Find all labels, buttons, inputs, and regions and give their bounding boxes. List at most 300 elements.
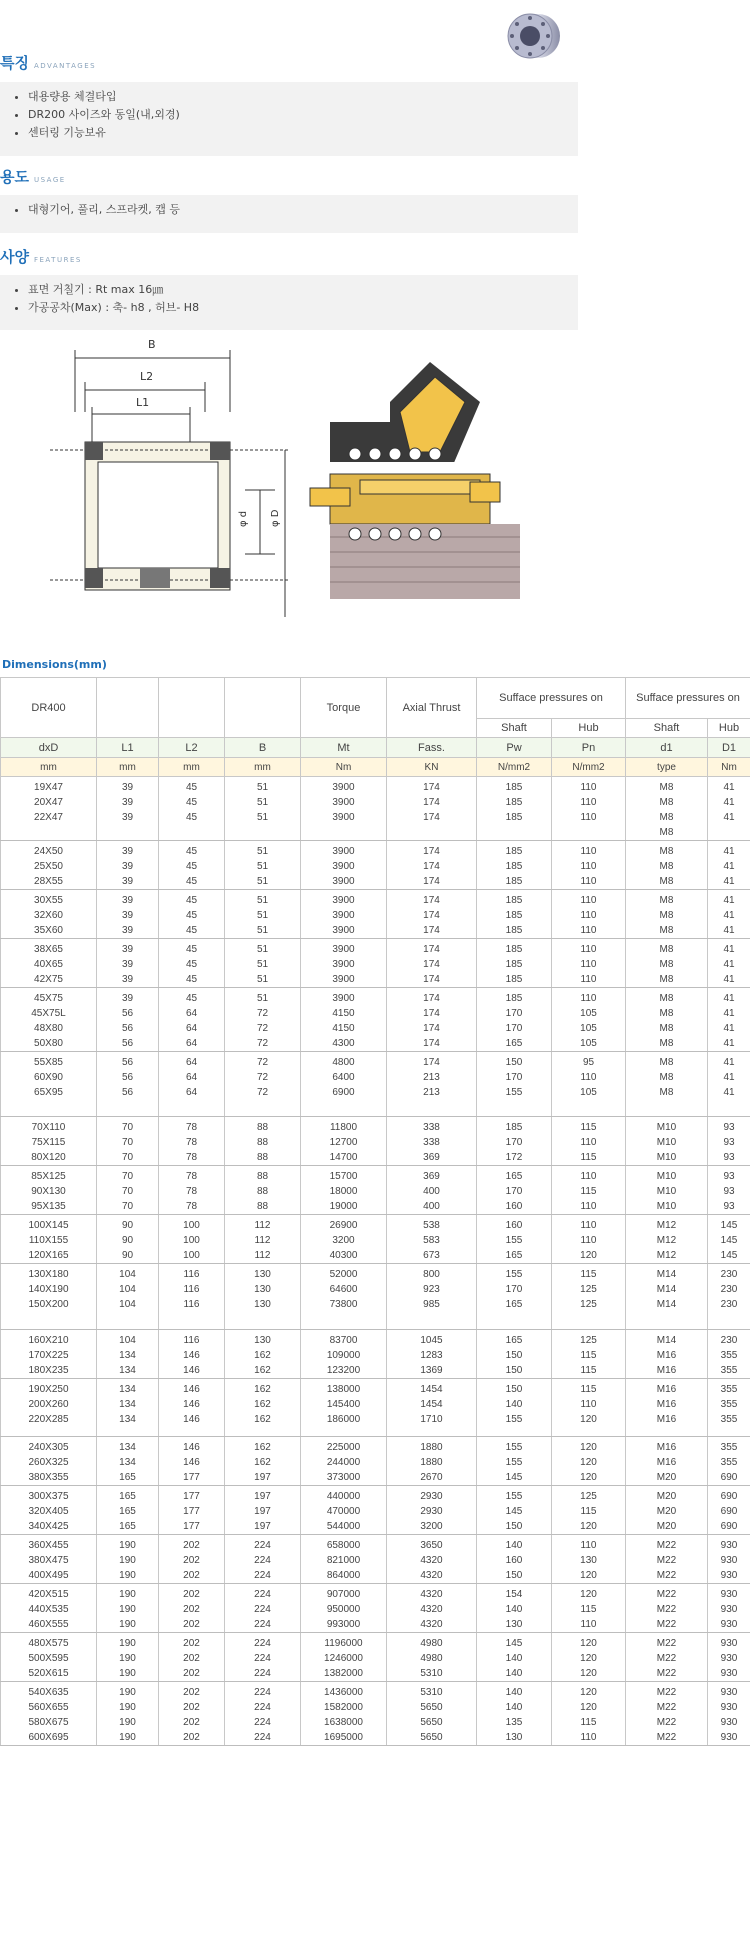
table-cell xyxy=(708,1535,750,1584)
cell-value: 3200 xyxy=(420,1521,443,1532)
table-row-group xyxy=(1,1330,750,1379)
cell-value: 4320 xyxy=(420,1570,443,1581)
cell-value: 1454 xyxy=(420,1384,443,1395)
cell-value: 83700 xyxy=(329,1335,358,1346)
cell-value: 110 xyxy=(580,895,597,906)
cell-value: M16 xyxy=(656,1442,677,1453)
cell-value: M8 xyxy=(659,1072,674,1083)
cell-value: 45 xyxy=(185,974,198,985)
header-axial: Axial Thrust xyxy=(387,678,477,738)
table-cell xyxy=(301,1486,387,1535)
table-cell xyxy=(626,988,708,1052)
cell-value: 690 xyxy=(720,1521,738,1532)
cell-value: 120 xyxy=(580,1570,597,1581)
table-cell xyxy=(225,1166,301,1215)
cell-value: 500X595 xyxy=(28,1653,69,1664)
symbol-cell: d1 xyxy=(626,738,708,758)
table-cell xyxy=(225,1437,301,1486)
cell-value: 110 xyxy=(580,925,597,936)
header-model: DR400 xyxy=(1,678,97,738)
table-cell xyxy=(159,1437,225,1486)
cell-value: M22 xyxy=(656,1717,677,1728)
cell-value: 170 xyxy=(505,1137,523,1148)
table-row-group xyxy=(1,1052,750,1117)
cell-value: 41 xyxy=(723,846,735,857)
cell-value: 26900 xyxy=(329,1220,358,1231)
cell-value: 186000 xyxy=(326,1414,361,1425)
cell-value: 100 xyxy=(183,1250,200,1261)
cell-value: 125 xyxy=(580,1284,597,1295)
cell-value: 146 xyxy=(183,1365,200,1376)
table-cell xyxy=(225,1117,301,1166)
table-cell xyxy=(552,890,626,939)
cell-value: 51 xyxy=(256,812,269,823)
cell-value: M8 xyxy=(659,974,674,985)
cell-value: 41 xyxy=(723,797,735,808)
cell-value: 174 xyxy=(423,959,440,970)
cell-value: 185 xyxy=(505,910,523,921)
cell-value: 72 xyxy=(256,1057,269,1068)
cell-value: 24X50 xyxy=(34,846,63,857)
cell-value: 50X80 xyxy=(34,1038,63,1049)
header-torque: Torque xyxy=(301,678,387,738)
cell-value: 120 xyxy=(580,1687,597,1698)
cell-value: 22X47 xyxy=(34,812,63,823)
cell-value: 140 xyxy=(505,1668,523,1679)
table-cell xyxy=(387,1682,477,1746)
cell-value: 110 xyxy=(580,861,597,872)
cell-value: 38X65 xyxy=(34,944,63,955)
cell-value: 115 xyxy=(580,1186,597,1197)
cell-value: 100 xyxy=(183,1235,200,1246)
cell-value: 146 xyxy=(183,1457,200,1468)
features-title: 사양 xyxy=(0,248,29,266)
cell-value: 3900 xyxy=(332,944,355,955)
cell-value: 130 xyxy=(254,1335,271,1346)
cell-value: 930 xyxy=(720,1604,738,1615)
cell-value: 360X455 xyxy=(28,1540,69,1551)
cell-value: 140 xyxy=(505,1687,523,1698)
table-cell xyxy=(1,988,97,1052)
table-cell xyxy=(225,1682,301,1746)
table-cell xyxy=(626,1437,708,1486)
cell-value: 70 xyxy=(121,1186,134,1197)
cell-value: 110 xyxy=(580,1399,597,1410)
cell-value: M10 xyxy=(656,1152,677,1163)
cell-value: 56 xyxy=(121,1072,134,1083)
cell-value: 260X325 xyxy=(28,1457,69,1468)
cell-value: 3650 xyxy=(420,1540,443,1551)
cell-value: M8 xyxy=(659,925,674,936)
cell-value: M14 xyxy=(656,1269,677,1280)
cell-value: 88 xyxy=(256,1152,269,1163)
cell-value: 930 xyxy=(720,1668,738,1679)
cell-value: 150 xyxy=(505,1350,523,1361)
table-cell xyxy=(477,890,552,939)
cell-value: 1582000 xyxy=(324,1702,363,1713)
cell-value: 41 xyxy=(723,861,735,872)
dimensions-title: Dimensions(mm) xyxy=(2,658,107,671)
cell-value: 115 xyxy=(580,1717,597,1728)
cell-value: 51 xyxy=(256,910,269,921)
table-cell xyxy=(708,1330,750,1379)
cell-value: 105 xyxy=(580,1087,597,1098)
cell-value: 110 xyxy=(580,1235,597,1246)
table-cell xyxy=(301,1166,387,1215)
cell-value: 400X495 xyxy=(28,1570,69,1581)
cell-value: 185 xyxy=(505,797,523,808)
cell-value: 140 xyxy=(505,1653,523,1664)
unit-cell: mm xyxy=(1,758,97,777)
features-box xyxy=(0,275,578,330)
cell-value: 821000 xyxy=(326,1555,361,1566)
cell-value: 4320 xyxy=(420,1589,443,1600)
cell-value: 162 xyxy=(254,1384,271,1395)
table-cell xyxy=(225,1633,301,1682)
cell-value: 240X305 xyxy=(28,1442,69,1453)
cell-value: 19000 xyxy=(329,1201,358,1212)
cell-value: 3900 xyxy=(332,812,355,823)
symbol-cell: Mt xyxy=(301,738,387,758)
table-cell xyxy=(387,1330,477,1379)
cell-value: M8 xyxy=(659,876,674,887)
cell-value: 174 xyxy=(423,846,440,857)
cell-value: 197 xyxy=(254,1521,271,1532)
cell-value: 165 xyxy=(505,1038,523,1049)
table-cell xyxy=(1,1215,97,1264)
table-cell xyxy=(97,1633,159,1682)
cell-value: M22 xyxy=(656,1638,677,1649)
cell-value: 41 xyxy=(723,1072,735,1083)
symbol-cell: dxD xyxy=(1,738,97,758)
cell-value: 41 xyxy=(723,1057,735,1068)
cell-value: 150 xyxy=(505,1365,523,1376)
cell-value: 110 xyxy=(580,812,597,823)
cell-value: 160 xyxy=(505,1555,523,1566)
cell-value: 5310 xyxy=(420,1687,443,1698)
cell-value: 123200 xyxy=(326,1365,361,1376)
cell-value: 190 xyxy=(119,1687,136,1698)
cell-value: 45 xyxy=(185,812,198,823)
cell-value: 170X225 xyxy=(28,1350,69,1361)
cell-value: 115 xyxy=(580,1152,597,1163)
table-cell xyxy=(477,1379,552,1437)
cell-value: 70X110 xyxy=(31,1122,66,1133)
table-cell xyxy=(97,1437,159,1486)
cell-value: 28X55 xyxy=(34,876,63,887)
cell-value: 65X95 xyxy=(34,1087,63,1098)
cell-value: 51 xyxy=(256,974,269,985)
table-cell xyxy=(552,1437,626,1486)
table-cell xyxy=(97,1682,159,1746)
cell-value: 120 xyxy=(580,1442,597,1453)
cell-value: 146 xyxy=(183,1442,200,1453)
cell-value: 45 xyxy=(185,925,198,936)
cell-value: 45 xyxy=(185,876,198,887)
table-cell xyxy=(1,1117,97,1166)
cell-value: 39 xyxy=(121,797,134,808)
cell-value: 4320 xyxy=(420,1619,443,1630)
cell-value: M22 xyxy=(656,1653,677,1664)
cell-value: 145 xyxy=(505,1506,523,1517)
symbol-cell: Pw xyxy=(477,738,552,758)
cell-value: 95 xyxy=(582,1057,595,1068)
cell-value: 1710 xyxy=(420,1414,443,1425)
table-cell xyxy=(477,1682,552,1746)
cell-value: 56 xyxy=(121,1008,134,1019)
cell-value: 120 xyxy=(580,1472,597,1483)
cell-value: 42X75 xyxy=(34,974,63,985)
cell-value: 202 xyxy=(183,1732,200,1743)
header-blank-l2 xyxy=(159,678,225,738)
cell-value: 400 xyxy=(423,1201,440,1212)
table-cell xyxy=(708,841,750,890)
table-cell xyxy=(1,1052,97,1117)
cell-value: M8 xyxy=(659,959,674,970)
table-cell xyxy=(552,1264,626,1330)
cell-value: M20 xyxy=(656,1472,677,1483)
table-cell xyxy=(159,1584,225,1633)
features-header xyxy=(0,246,82,267)
cell-value: 583 xyxy=(423,1235,440,1246)
cell-value: 56 xyxy=(121,1087,134,1098)
table-cell xyxy=(552,1486,626,1535)
cell-value: 110 xyxy=(580,959,597,970)
table-cell xyxy=(552,1633,626,1682)
cell-value: 202 xyxy=(183,1604,200,1615)
table-cell xyxy=(301,841,387,890)
cell-value: 440000 xyxy=(326,1491,361,1502)
table-row-group xyxy=(1,1682,750,1746)
cell-value: 125 xyxy=(580,1335,597,1346)
cell-value: 3900 xyxy=(332,925,355,936)
table-cell xyxy=(301,1117,387,1166)
unit-cell: mm xyxy=(97,758,159,777)
advantages-header xyxy=(0,52,96,73)
unit-cell: Nm xyxy=(708,758,750,777)
table-cell xyxy=(626,1117,708,1166)
cell-value: 130 xyxy=(254,1284,271,1295)
cell-value: 174 xyxy=(423,925,440,936)
cell-value: 244000 xyxy=(326,1457,361,1468)
table-cell xyxy=(387,890,477,939)
cell-value: 138000 xyxy=(326,1384,361,1395)
cell-value: M8 xyxy=(659,1038,674,1049)
table-cell xyxy=(552,1215,626,1264)
cell-value: 162 xyxy=(254,1457,271,1468)
cell-value: 3200 xyxy=(332,1235,355,1246)
unit-cell: N/mm2 xyxy=(552,758,626,777)
cell-value: 35X60 xyxy=(34,925,63,936)
cell-value: 200X260 xyxy=(28,1399,69,1410)
cell-value: 224 xyxy=(254,1619,271,1630)
table-cell xyxy=(159,777,225,841)
cell-value: 115 xyxy=(580,1506,597,1517)
cell-value: 1045 xyxy=(420,1335,443,1346)
cell-value: 174 xyxy=(423,1057,440,1068)
table-cell xyxy=(1,1330,97,1379)
features-item: • 가공공차(Max) : 축- h8 , 허브- H8 xyxy=(28,299,578,317)
cell-value: 45 xyxy=(185,910,198,921)
cell-value: 197 xyxy=(254,1472,271,1483)
cell-value: 197 xyxy=(254,1491,271,1502)
usage-header xyxy=(0,166,66,187)
cell-value: M8 xyxy=(659,910,674,921)
cell-value: 4980 xyxy=(420,1653,443,1664)
header-shaft-2: Shaft xyxy=(626,719,708,738)
cell-value: 224 xyxy=(254,1570,271,1581)
cell-value: 41 xyxy=(723,959,735,970)
table-cell xyxy=(301,1330,387,1379)
table-cell xyxy=(159,1330,225,1379)
table-cell xyxy=(97,1486,159,1535)
cell-value: 355 xyxy=(720,1350,738,1361)
cell-value: 39 xyxy=(121,974,134,985)
cell-value: 930 xyxy=(720,1619,738,1630)
cell-value: M8 xyxy=(659,1057,674,1068)
cell-value: 380X475 xyxy=(28,1555,69,1566)
cell-value: 6400 xyxy=(332,1072,355,1083)
table-row-group xyxy=(1,1584,750,1633)
table-cell xyxy=(301,1633,387,1682)
cell-value: 174 xyxy=(423,812,440,823)
cell-value: M8 xyxy=(659,797,674,808)
cell-value: M22 xyxy=(656,1668,677,1679)
cell-value: 1695000 xyxy=(324,1732,363,1743)
table-cell xyxy=(159,1379,225,1437)
table-row-group xyxy=(1,841,750,890)
cell-value: M8 xyxy=(659,827,674,838)
cell-value: 155 xyxy=(505,1457,523,1468)
cell-value: 930 xyxy=(720,1732,738,1743)
table-cell xyxy=(159,939,225,988)
cell-value: 80X120 xyxy=(31,1152,66,1163)
table-cell xyxy=(301,1052,387,1117)
table-cell xyxy=(159,890,225,939)
table-cell xyxy=(159,1535,225,1584)
cell-value: M8 xyxy=(659,812,674,823)
cell-value: 90X130 xyxy=(31,1186,66,1197)
cell-value: 930 xyxy=(720,1687,738,1698)
cell-value: 104 xyxy=(119,1269,136,1280)
cell-value: 369 xyxy=(423,1152,440,1163)
cell-value: 64 xyxy=(185,1038,198,1049)
cell-value: 213 xyxy=(423,1087,440,1098)
table-cell xyxy=(225,1330,301,1379)
cell-value: M10 xyxy=(656,1122,677,1133)
table-cell xyxy=(552,1052,626,1117)
table-cell xyxy=(387,777,477,841)
cell-value: 174 xyxy=(423,861,440,872)
cell-value: M14 xyxy=(656,1284,677,1295)
cell-value: 400 xyxy=(423,1186,440,1197)
cell-value: 41 xyxy=(723,876,735,887)
cell-value: 165 xyxy=(505,1171,523,1182)
table-cell xyxy=(708,890,750,939)
cell-value: M12 xyxy=(656,1220,677,1231)
symbol-cell: D1 xyxy=(708,738,750,758)
cell-value: 185 xyxy=(505,1122,523,1133)
cell-value: 88 xyxy=(256,1186,269,1197)
cell-value: 140X190 xyxy=(28,1284,69,1295)
cell-value: 39 xyxy=(121,782,134,793)
header-row-1 xyxy=(1,678,750,719)
cell-value: M16 xyxy=(656,1457,677,1468)
label-d: φ d xyxy=(238,510,249,527)
cell-value: 130X180 xyxy=(28,1269,69,1280)
cell-value: 70 xyxy=(121,1122,134,1133)
advantage-item: • DR200 사이즈와 동일(내,외경) xyxy=(28,106,578,124)
table-cell xyxy=(626,1379,708,1437)
cell-value: 355 xyxy=(720,1399,738,1410)
cell-value: 162 xyxy=(254,1350,271,1361)
cell-value: 110 xyxy=(580,944,597,955)
cell-value: 109000 xyxy=(326,1350,361,1361)
table-cell xyxy=(97,890,159,939)
table-cell xyxy=(301,988,387,1052)
cell-value: 224 xyxy=(254,1540,271,1551)
cell-value: 3900 xyxy=(332,993,355,1004)
cell-value: 213 xyxy=(423,1072,440,1083)
cell-value: 174 xyxy=(423,993,440,1004)
cell-value: 39 xyxy=(121,895,134,906)
cell-value: 39 xyxy=(121,925,134,936)
cell-value: 174 xyxy=(423,1008,440,1019)
cell-value: 202 xyxy=(183,1702,200,1713)
cell-value: 930 xyxy=(720,1540,738,1551)
cell-value: 930 xyxy=(720,1555,738,1566)
features-subtitle: FEATURES xyxy=(33,256,82,264)
header-shaft: Shaft xyxy=(477,719,552,738)
cell-value: 45 xyxy=(185,797,198,808)
cell-value: 190 xyxy=(119,1653,136,1664)
cell-value: 5650 xyxy=(420,1717,443,1728)
cell-value: 110 xyxy=(580,846,597,857)
cell-value: 4150 xyxy=(332,1008,355,1019)
cell-value: 146 xyxy=(183,1384,200,1395)
cell-value: 1638000 xyxy=(324,1717,363,1728)
cell-value: 185 xyxy=(505,846,523,857)
cell-value: 2670 xyxy=(420,1472,443,1483)
table-cell xyxy=(1,890,97,939)
table-cell xyxy=(225,1379,301,1437)
cell-value: 32X60 xyxy=(34,910,63,921)
cell-value: M20 xyxy=(656,1491,677,1502)
cell-value: 190 xyxy=(119,1619,136,1630)
cell-value: 78 xyxy=(185,1122,198,1133)
cell-value: 146 xyxy=(183,1399,200,1410)
cell-value: 72 xyxy=(256,1038,269,1049)
cell-value: 162 xyxy=(254,1414,271,1425)
cell-value: 185 xyxy=(505,861,523,872)
cell-value: 1880 xyxy=(420,1457,443,1468)
cell-value: 185 xyxy=(505,812,523,823)
cell-value: 174 xyxy=(423,1038,440,1049)
table-cell xyxy=(626,939,708,988)
table-cell xyxy=(1,841,97,890)
cell-value: 190 xyxy=(119,1638,136,1649)
table-row-group xyxy=(1,777,750,841)
cell-value: 224 xyxy=(254,1668,271,1679)
cell-value: 45 xyxy=(185,846,198,857)
table-cell xyxy=(708,1052,750,1117)
cell-value: 125 xyxy=(580,1299,597,1310)
cell-value: 70 xyxy=(121,1137,134,1148)
table-cell xyxy=(387,1264,477,1330)
cell-value: 41 xyxy=(723,1038,735,1049)
table-cell xyxy=(225,890,301,939)
cell-value: 165 xyxy=(505,1250,523,1261)
